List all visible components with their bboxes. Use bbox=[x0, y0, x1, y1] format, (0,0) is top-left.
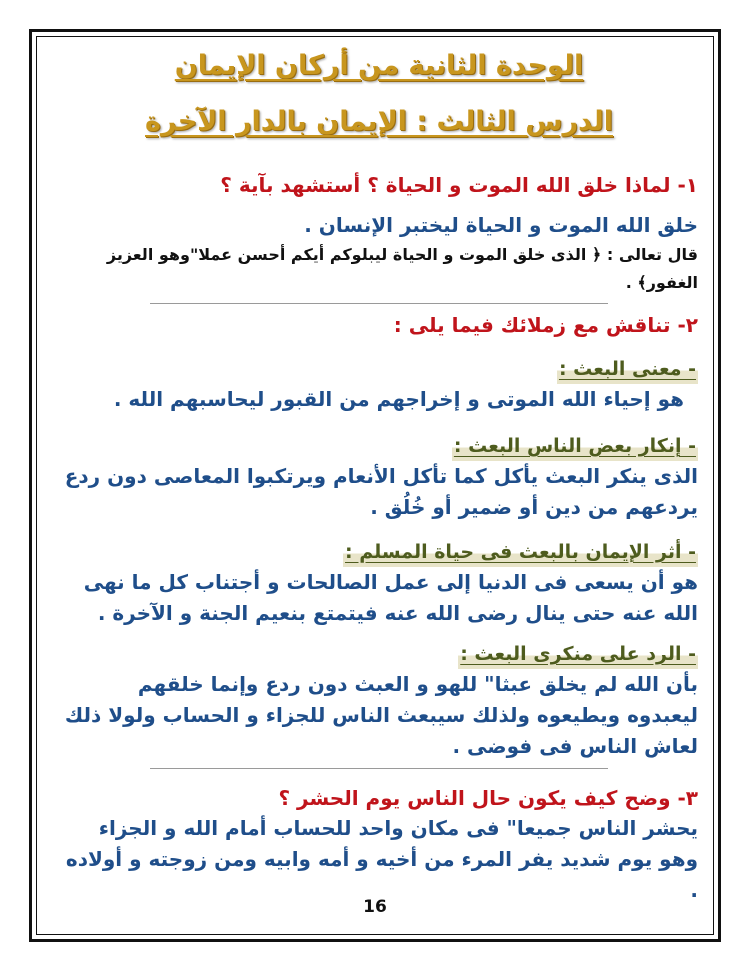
answer-reply: بأن الله لم يخلق عبثا" للهو و العبث دون ردع وإنما خلقهم ليعبدوه ويطيعوه ولذلك سيبعث الناس للجزاء و الحساب ولولا ذلك لعاش الناس فى فوضى . bbox=[64, 672, 698, 758]
page-number: 16 bbox=[363, 897, 387, 917]
question-2: ٢- تناقش مع زملائك فيما يلى : bbox=[393, 313, 698, 337]
answer-resurrection-meaning: هو إحياء الله الموتى و إخراجهم من القبور ليحاسبهم الله . bbox=[113, 387, 684, 411]
question-3: ٣- وضح كيف يكون حال الناس يوم الحشر ؟ bbox=[278, 786, 698, 810]
divider bbox=[150, 768, 608, 769]
subheading-denial: - إنكار بعض الناس البعث : bbox=[452, 431, 698, 461]
answer-denial: الذى ينكر البعث يأكل كما تأكل الأنعام ويرتكبوا المعاصى دون ردع يردعهم من دين أو ضمير أو خُلُق . bbox=[64, 464, 698, 519]
subheading-resurrection-meaning: - معنى البعث : bbox=[557, 354, 698, 384]
subheading-effect: - أثر الإيمان بالبعث فى حياة المسلم : bbox=[343, 537, 698, 567]
subheading-reply: - الرد على منكرى البعث : bbox=[458, 639, 698, 669]
answer-3: يحشر الناس جميعا" فى مكان واحد للحساب أمام الله و الجزاء وهو يوم شديد يفر المرء من أخيه و أمه وابيه ومن زوجته و أولاده . bbox=[65, 816, 698, 902]
lesson-title: الدرس الثالث : الإيمان بالدار الآخرة bbox=[144, 106, 613, 137]
divider bbox=[150, 303, 608, 304]
quran-quote: قال تعالى : ﴿ الذى خلق الموت و الحياة ليبلوكم أيكم أحسن عملا"وهو العزيز الغفور﴾ . bbox=[106, 245, 698, 292]
answer-effect: هو أن يسعى فى الدنيا إلى عمل الصالحات و أجتناب كل ما نهى الله عنه حتى ينال رضى الله عنه فيتمتع بنعيم الجنة و الآخرة . bbox=[83, 570, 698, 625]
answer-1: خلق الله الموت و الحياة ليختبر الإنسان . bbox=[304, 213, 698, 237]
worksheet-content bbox=[60, 40, 698, 906]
unit-title: الوحدة الثانية من أركان الإيمان bbox=[174, 50, 584, 81]
question-1: ١- لماذا خلق الله الموت و الحياة ؟ أستشهد بآية ؟ bbox=[220, 173, 698, 197]
